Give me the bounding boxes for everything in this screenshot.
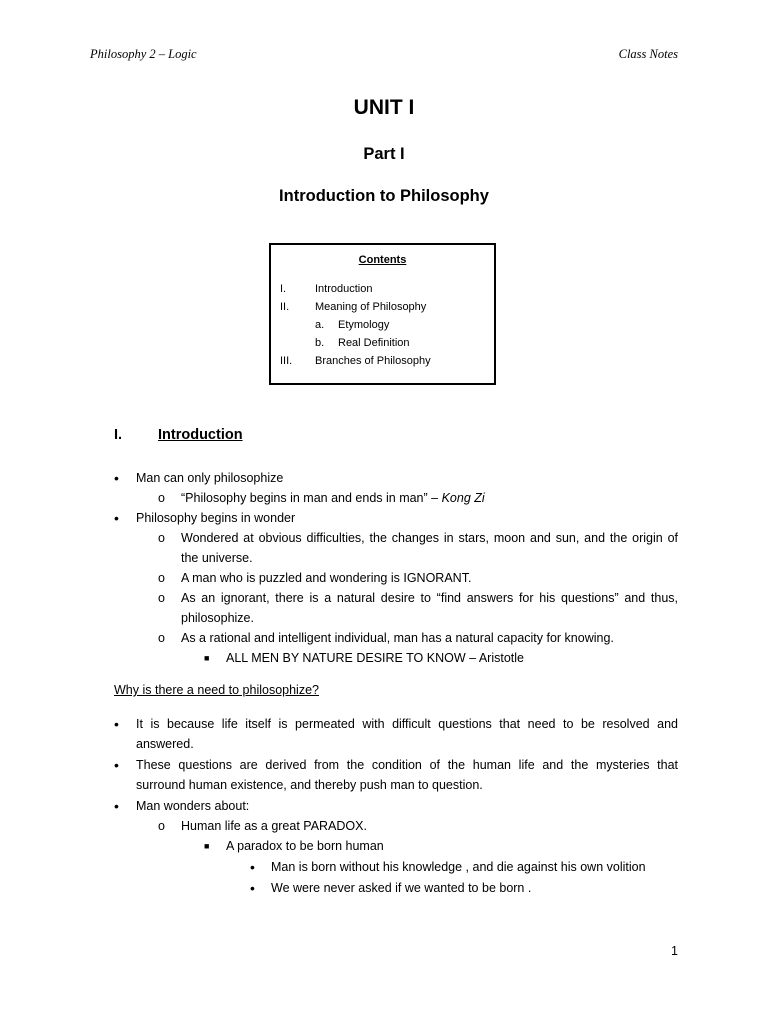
note-line: It is because life itself is permeated with difficult questions that need to be resolved and	[136, 717, 678, 731]
section-title: Introduction	[158, 427, 243, 443]
contents-item-label: Meaning of Philosophy	[315, 301, 427, 313]
note-line: A paradox to be born human	[226, 839, 384, 853]
contents-subitem	[271, 337, 494, 353]
circle-bullet-icon: o	[158, 819, 165, 833]
quote-attribution: Kong Zi	[441, 491, 485, 505]
running-header-doc-type: Class Notes	[618, 47, 678, 61]
square-bullet-icon: ■	[204, 841, 210, 851]
note-line: Man is born without his knowledge , and die against his own volition	[271, 860, 646, 874]
contents-item	[271, 301, 494, 317]
quote-text: “Philosophy begins in man and ends in man” –	[181, 491, 442, 505]
note-line: Wondered at obvious difficulties, the changes in stars, moon and sun, and the origin of	[181, 531, 678, 545]
note-line: the universe.	[181, 551, 253, 565]
note-line: As a rational and intelligent individual, man has a natural capacity for knowing.	[181, 631, 614, 645]
bullet-icon: •	[250, 880, 255, 896]
bullet-icon: •	[114, 510, 119, 526]
contents-item-number: b.	[315, 337, 325, 349]
note-line: A man who is puzzled and wondering is IGNORANT.	[181, 571, 472, 585]
contents-item-label: Real Definition	[338, 337, 410, 349]
running-header-course: Philosophy 2 – Logic	[90, 47, 197, 61]
note-line: As an ignorant, there is a natural desire to “find answers for his questions” and thus,	[181, 591, 678, 605]
bullet-icon: •	[114, 716, 119, 732]
note-line: surround human existence, and thereby push man to question.	[136, 778, 483, 792]
contents-item	[271, 283, 494, 299]
contents-item	[271, 355, 494, 371]
contents-item-number: I.	[280, 283, 287, 295]
note-line: ALL MEN BY NATURE DESIRE TO KNOW – Aristotle	[226, 651, 524, 665]
question-heading: Why is there a need to philosophize?	[114, 683, 319, 697]
part-title: Part I	[363, 145, 405, 163]
bullet-icon: •	[250, 859, 255, 875]
contents-item-number: II.	[280, 301, 290, 313]
note-line: Philosophy begins in wonder	[136, 511, 296, 525]
note-line: These questions are derived from the condition of the human life and the mysteries that	[136, 758, 678, 772]
contents-item-label: Introduction	[315, 283, 373, 295]
section-number: I.	[114, 427, 123, 443]
note-line: We were never asked if we wanted to be born .	[271, 881, 532, 895]
contents-item-label: Branches of Philosophy	[315, 355, 431, 367]
contents-item-label: Etymology	[338, 319, 390, 331]
square-bullet-icon: ■	[204, 653, 210, 663]
contents-subitem	[271, 319, 494, 335]
page-number: 1	[671, 944, 678, 958]
bullet-icon: •	[114, 470, 119, 486]
bullet-icon: •	[114, 798, 119, 814]
note-line: philosophize.	[181, 611, 254, 625]
circle-bullet-icon: o	[158, 491, 165, 505]
unit-title: UNIT I	[353, 96, 415, 119]
contents-box	[269, 243, 496, 385]
circle-bullet-icon: o	[158, 591, 165, 605]
note-line: answered.	[136, 737, 194, 751]
contents-title: Contents	[358, 254, 407, 266]
bullet-icon: •	[114, 757, 119, 773]
topic-title: Introduction to Philosophy	[279, 187, 489, 205]
note-line: Man can only philosophize	[136, 471, 284, 485]
note-quote-line	[181, 489, 485, 507]
contents-item-number: a.	[315, 319, 325, 331]
contents-item-number: III.	[280, 355, 293, 367]
note-line: Man wonders about:	[136, 799, 250, 813]
circle-bullet-icon: o	[158, 631, 165, 645]
circle-bullet-icon: o	[158, 571, 165, 585]
circle-bullet-icon: o	[158, 531, 165, 545]
note-line: Human life as a great PARADOX.	[181, 819, 367, 833]
